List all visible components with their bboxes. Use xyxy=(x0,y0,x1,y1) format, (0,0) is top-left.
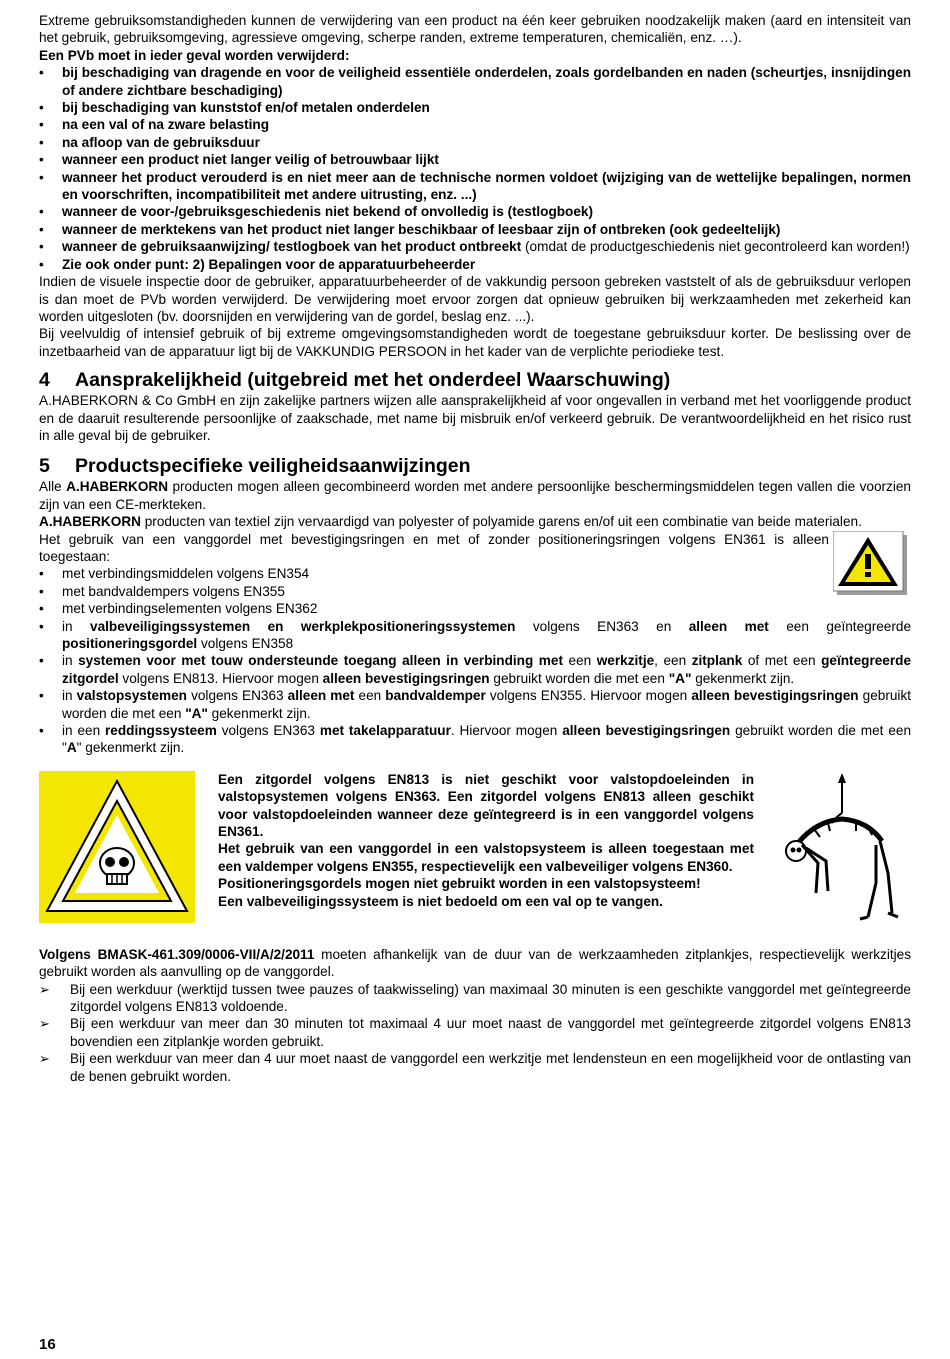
list-item: • bij beschadiging van kunststof en/of metalen onderdelen xyxy=(39,99,911,116)
warning-text xyxy=(218,771,754,910)
list-item: ➢ Bij een werkduur van meer dan 4 uur moet naast de vanggordel een werkzitje met lendensteun en een mogelijkheid voor de ontlasting van de benen gebruikt worden. xyxy=(39,1050,911,1085)
falling-person-illustration xyxy=(776,773,911,923)
skull-danger-icon xyxy=(39,771,195,923)
warning-line: Het gebruik van een vanggordel in een valstopsysteem is alleen toegestaan met een valdemper volgens EN355, respectievelijk een valbeveiliger volgens EN360. xyxy=(218,841,754,874)
page-number: 16 xyxy=(39,1336,56,1353)
document-page xyxy=(39,12,911,1085)
list-item: • wanneer het product verouderd is en niet meer aan de technische normen voldoet (wijziging van de wettelijke bepalingen, normen en voorschriften, incompatibiliteit met andere uitrusting, enz. ...) xyxy=(39,169,911,204)
usage-row xyxy=(39,531,911,566)
section-number: 5 xyxy=(39,455,50,478)
list-item: • Zie ook onder punt: 2) Bepalingen voor de apparatuurbeheerder xyxy=(39,256,911,273)
section-title: Aansprakelijkheid (uitgebreid met het onderdeel Waarschuwing) xyxy=(75,369,671,392)
list-item: • met verbindingsmiddelen volgens EN354 xyxy=(39,565,911,582)
list-item: • wanneer de gebruiksaanwijzing/ testlogboek van het product ontbreekt (omdat de productgeschiedenis niet gecontroleerd kan worden!) xyxy=(39,238,911,255)
warning-block xyxy=(39,771,911,946)
list-item: • na een val of na zware belasting xyxy=(39,116,911,133)
list-item: • wanneer een product niet langer veilig of betrouwbaar lijkt xyxy=(39,151,911,168)
list-item: • met bandvaldempers volgens EN355 xyxy=(39,583,911,600)
list-item: • wanneer de voor-/gebruiksgeschiedenis niet bekend of onvolledig is (testlogboek) xyxy=(39,203,911,220)
work-duration-list xyxy=(39,981,911,1085)
section-number: 4 xyxy=(39,369,50,392)
list-item: • bij beschadiging van dragende en voor de veiligheid essentiële onderdelen, zoals gordelbanden en naden (scheurtjes, insnijdingen of andere zichtbare beschadiging) xyxy=(39,64,911,99)
regulation-paragraph: Volgens BMASK-461.309/0006-VII/A/2/2011 moeten afhankelijk van de duur van de werkzaamheden zitplankjes, respectievelijk werkzitjes gebruikt worden als aanvulling op de vanggordel. xyxy=(39,946,911,980)
list-item: • in systemen voor met touw ondersteunde toegang alleen in verbinding met een werkzitje, een zitplank of met een geïntegreerde zitgordel volgens EN813. Hiervoor mogen alleen bevestigingsringen gebruikt worden die met een "A" gekenmerkt zijn. xyxy=(39,652,911,687)
inspection-paragraph: Indien de visuele inspectie door de gebruiker, apparatuurbeheerder of de vakkundig persoon gebreken vaststelt of als de gebruiksduur verlopen is dan moet de PVb worden verwijderd. De verwijdering moet ervoor zorgen dat opnieuw gebruiken bij werkzaamheden met zekerheid kan worden uitgesloten (bv. doorsnijden en verwijdering van de gordel, beslag enz. ...). xyxy=(39,274,911,324)
section-title: Productspecifieke veiligheidsaanwijzingen xyxy=(75,455,471,478)
usage-paragraph: Het gebruik van een vanggordel met bevestigingsringen en met of zonder positioneringsringen volgens EN361 is alleen toegestaan: xyxy=(39,531,829,564)
list-item: • in valstopsystemen volgens EN363 alleen met een bandvaldemper volgens EN355. Hiervoor mogen alleen bevestigingsringen gebruikt worden die met een "A" gekenmerkt zijn. xyxy=(39,687,911,722)
list-item: ➢ Bij een werkduur (werktijd tussen twee pauzes of taakwisseling) van maximaal 30 minuten is een geschikte vanggordel met geïntegreerde zitgordel volgens EN813 voldoende. xyxy=(39,981,911,1016)
intro-paragraph: Extreme gebruiksomstandigheden kunnen de verwijdering van een product na één keer gebruiken noodzakelijk maken (aard en intensiteit van het gebruik, gebruiksomgeving, agressieve omgeving, scherpe randen, extreme temperaturen, chemicaliën, enz. …). xyxy=(39,13,911,46)
materials-paragraph: A.HABERKORN producten van textiel zijn vervaardigd van polyester of polyamide garens en/of uit een combinatie van beide materialen. xyxy=(39,514,862,530)
combination-paragraph: Alle A.HABERKORN producten mogen alleen gecombineerd worden met andere persoonlijke beschermingsmiddelen tegen vallen die voorzien zijn van een CE-merkteken. xyxy=(39,479,911,512)
warning-line: Positioneringsgordels mogen niet gebruikt worden in een valstopsysteem! xyxy=(218,876,701,892)
intensive-use-paragraph: Bij veelvuldig of intensief gebruik of bij extreme omgevingsomstandigheden wordt de toegestane gebruiksduur korter. De beslissing over de inzetbaarheid van de apparatuur ligt bij de VAKKUNDIG PERSOON in het kader van de verplichte periodieke test. xyxy=(39,326,911,359)
warning-line: Een valbeveiligingssysteem is niet bedoeld om een val op te vangen. xyxy=(218,893,663,909)
removal-list xyxy=(39,64,911,273)
section-5-heading xyxy=(39,454,911,478)
warning-line: Een zitgordel volgens EN813 is niet geschikt voor valstopdoeleinden in valstopsystemen volgens EN363. Een zitgordel volgens EN813 alleen geschikt voor valstopdoeleinden wanneer deze geïntegreerd is in een vanggordel volgens EN361. xyxy=(218,771,754,840)
list-item: • in valbeveiligingssystemen en werkplekpositioneringssystemen volgens EN363 en alleen met een geïntegreerde positioneringsgordel volgens EN358 xyxy=(39,618,911,653)
allowed-use-list xyxy=(39,565,911,756)
list-item: • met verbindingselementen volgens EN362 xyxy=(39,600,911,617)
list-item: • wanneer de merktekens van het product niet langer beschikbaar of leesbaar zijn of ontbreken (ook gedeeltelijk) xyxy=(39,221,911,238)
list-item: ➢ Bij een werkduur van meer dan 30 minuten tot maximaal 4 uur moet naast de vanggordel met geïntegreerde zitgordel volgens EN813 bovendien een zitplankje worden gebruikt. xyxy=(39,1015,911,1050)
list-item: • na afloop van de gebruiksduur xyxy=(39,134,911,151)
section-4-heading xyxy=(39,368,911,392)
removal-heading: Een PVb moet in ieder geval worden verwijderd: xyxy=(39,47,350,63)
list-item: • in een reddingssysteem volgens EN363 met takelapparatuur. Hiervoor mogen alleen bevestigingsringen gebruikt worden die met een "A" gekenmerkt zijn. xyxy=(39,722,911,757)
liability-paragraph: A.HABERKORN & Co GmbH en zijn zakelijke partners wijzen alle aansprakelijkheid af voor ongevallen in verband met het voorliggende product en de daaruit resulterende persoonlijke of zaakschade, met name bij misbruik en/of verkeerd gebruik. De verantwoordelijkheid en het risico rust in alle geval bij de gebruiker. xyxy=(39,393,911,443)
